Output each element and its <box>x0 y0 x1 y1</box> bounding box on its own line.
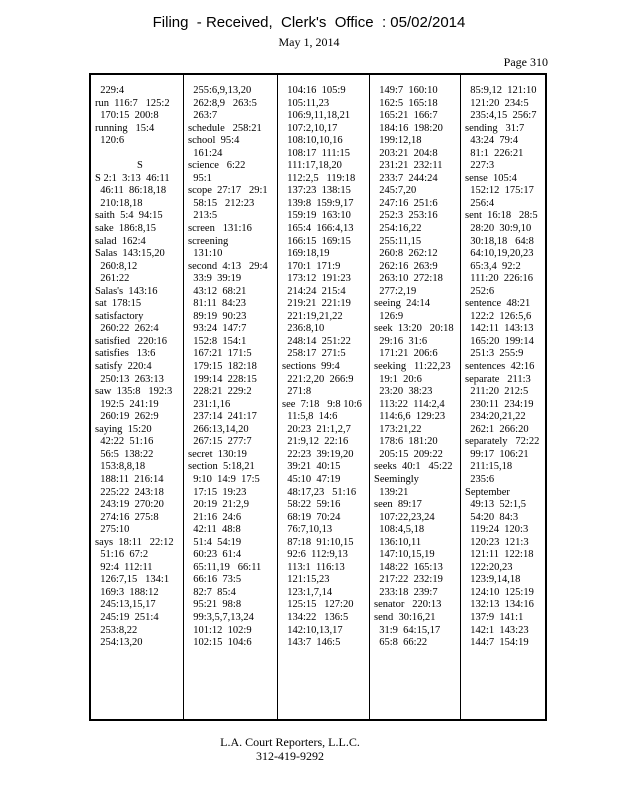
index-entry-line: seek 13:20 20:18 <box>374 323 454 335</box>
index-entry-line: satisfactory <box>95 310 144 322</box>
index-entry-line: 170:15 200:8 <box>95 110 159 122</box>
index-column-4 <box>369 75 460 719</box>
index-entry-line: sat 178:15 <box>95 298 142 310</box>
index-entry-line: science 6:22 <box>188 160 246 172</box>
index-entry-line: 237:14 241:17 <box>188 411 257 423</box>
index-entry-line: 199:14 228:15 <box>188 373 257 385</box>
index-entry-line: 234:20,21,22 <box>465 411 526 423</box>
index-entry-line: 159:19 163:10 <box>282 210 351 222</box>
index-entry-line: 262:16 263:9 <box>374 260 438 272</box>
index-entry-line: sections 99:4 <box>282 361 340 373</box>
page-number: Page 310 <box>503 55 548 69</box>
index-entry-line: 260:22 262:4 <box>95 323 159 335</box>
index-entry-line: separate 211:3 <box>465 373 531 385</box>
index-entry-line: sentence 48:21 <box>465 298 531 310</box>
index-entry-line: 256:4 <box>465 197 495 209</box>
index-entry-line: 260:8 262:12 <box>374 248 438 260</box>
index-entry-line: screen 131:16 <box>188 223 252 235</box>
index-column-1 <box>91 75 183 719</box>
index-entry-line: 33:9 39:19 <box>188 273 242 285</box>
index-entry-line: 143:7 146:5 <box>282 637 341 649</box>
index-entry-line: sending 31:7 <box>465 122 525 134</box>
index-entry-line: 262:1 266:20 <box>465 423 529 435</box>
index-entry-line: saw 135:8 192:3 <box>95 386 173 398</box>
index-entry-line: 139:21 <box>374 486 409 498</box>
index-entry-line: 121:15,23 <box>282 574 330 586</box>
index-column-5 <box>460 75 547 719</box>
footer-company: L.A. Court Reporters, L.L.C. <box>220 735 360 749</box>
index-entry-line: 28:20 30:9,10 <box>465 223 532 235</box>
index-entry-line: 188:11 216:14 <box>95 473 164 485</box>
footer-phone: 312-419-9292 <box>256 749 324 763</box>
index-entry-line: 248:14 251:22 <box>282 335 351 347</box>
index-entry-line: 99:17 106:21 <box>465 448 529 460</box>
index-table <box>89 73 547 721</box>
index-entry-line: 173:12 191:23 <box>282 273 351 285</box>
document-date: May 1, 2014 <box>278 35 340 49</box>
index-entry-line: 245:19 251:4 <box>95 611 159 623</box>
index-entry-line: 166:15 169:15 <box>282 235 351 247</box>
index-entry-line: 211:15,18 <box>465 461 513 473</box>
index-entry-line: 235:6 <box>465 473 495 485</box>
index-entry-line: 169:3 188:12 <box>95 586 159 598</box>
index-entry-line: 121:20 234:5 <box>465 97 529 109</box>
index-entry-line: 228:21 229:2 <box>188 386 252 398</box>
index-entry-line: 108:17 111:15 <box>282 147 351 159</box>
index-entry-line: 20:23 21:1,2,7 <box>282 423 351 435</box>
index-entry-line: 89:19 90:23 <box>188 310 247 322</box>
index-entry-line: 203:21 204:8 <box>374 147 438 159</box>
index-entry-line: 104:16 105:9 <box>282 85 346 96</box>
index-entry-line: 251:3 255:9 <box>465 348 524 360</box>
index-entry-line: Seemingly <box>374 473 419 485</box>
index-entry-line: 111:20 226:16 <box>465 273 534 285</box>
index-entry-line: 11:5,8 14:6 <box>282 411 338 423</box>
index-entry-line: 126:7,15 134:1 <box>95 574 170 586</box>
index-entry-line: 255:11,15 <box>374 235 422 247</box>
index-entry-line: 21:16 24:6 <box>188 511 242 523</box>
index-entry-line: Salas 143:15,20 <box>95 248 165 260</box>
index-entry-line: saith 5:4 94:15 <box>95 210 163 222</box>
index-entry-line: 51:4 54:19 <box>188 536 242 548</box>
index-entry-line: 277:2,19 <box>374 285 417 297</box>
index-entry-line: 108:10,10,16 <box>282 135 343 147</box>
index-entry-line: 263:10 272:18 <box>374 273 443 285</box>
index-entry-line: 153:8,8,18 <box>95 461 146 473</box>
index-entry-line: 92:6 112:9,13 <box>282 549 348 561</box>
index-entry-line: 147:10,15,19 <box>374 549 435 561</box>
index-entry-line: 105:11,23 <box>282 97 330 109</box>
index-entry-line: seen 89:17 <box>374 499 422 511</box>
index-entry-line: 199:12,18 <box>374 135 422 147</box>
index-entry-line: running 15:4 <box>95 122 155 134</box>
index-entry-line: 169:18,19 <box>282 248 330 260</box>
index-entry-line: 229:4 <box>95 85 125 96</box>
index-entry-line: 65:3,4 92:2 <box>465 260 521 272</box>
index-entry-line: 95:21 98:8 <box>188 599 242 611</box>
index-entry-line: 144:7 154:19 <box>465 637 529 649</box>
index-entry-line: satisfy 220:4 <box>95 361 152 373</box>
index-entry-line: 137:9 141:1 <box>465 611 524 623</box>
index-entry-line: 231:1,16 <box>188 398 231 410</box>
index-entry-line: 54:20 84:3 <box>465 511 519 523</box>
index-entry-line: run 116:7 125:2 <box>95 97 170 109</box>
index-entry-line: 171:21 206:6 <box>374 348 438 360</box>
index-entry-line: 30:18,18 64:8 <box>465 235 534 247</box>
index-entry-line: 125:15 127:20 <box>282 599 354 611</box>
index-entry-line: 120:23 121:3 <box>465 536 529 548</box>
index-entry-line: 247:16 251:6 <box>374 197 438 209</box>
index-entry-line: 123:9,14,18 <box>465 574 521 586</box>
index-entry-line: 114:6,6 129:23 <box>374 411 446 423</box>
index-entry-line: 235:4,15 256:7 <box>465 110 537 122</box>
index-entry-line: section 5:18,21 <box>188 461 255 473</box>
index-entry-line: 43:12 68:21 <box>188 285 247 297</box>
index-entry-line: 192:5 241:19 <box>95 398 159 410</box>
index-entry-line: 123:1,7,14 <box>282 586 333 598</box>
index-entry-line: salad 162:4 <box>95 235 146 247</box>
index-entry-line: Salas's 143:16 <box>95 285 158 297</box>
index-entry-line: 108:4,5,18 <box>374 524 425 536</box>
index-entry-line: 76:7,10,13 <box>282 524 333 536</box>
filing-stamp: Filing - Received, Clerk's Office : 05/02/2014 <box>152 14 466 31</box>
index-entry-line: 261:22 <box>95 273 130 285</box>
index-entry-line: 245:13,15,17 <box>95 599 156 611</box>
index-entry-line: 274:16 275:8 <box>95 511 159 523</box>
index-entry-line: 225:22 243:18 <box>95 486 164 498</box>
index-entry-line: 152:8 154:1 <box>188 335 247 347</box>
index-entry-line: 42:11 48:8 <box>188 524 241 536</box>
index-entry-line: 21:9,12 22:16 <box>282 436 349 448</box>
index-entry-line: 221:2,20 266:9 <box>282 373 354 385</box>
index-entry-line: 136:10,11 <box>374 536 422 548</box>
index-entry-line: seeing 24:14 <box>374 298 430 310</box>
index-entry-line: 107:2,10,17 <box>282 122 338 134</box>
index-entry-line: 134:22 136:5 <box>282 611 349 623</box>
index-entry-line: 39:21 40:15 <box>282 461 341 473</box>
index-entry-line: 210:18,18 <box>95 197 143 209</box>
index-entry-line: 258:17 271:5 <box>282 348 346 360</box>
index-entry-line: 51:16 67:2 <box>95 549 149 561</box>
index-entry-line: 233:18 239:7 <box>374 586 438 598</box>
index-entry-line: 173:21,22 <box>374 423 422 435</box>
index-entry-line: 31:9 64:15,17 <box>374 624 441 636</box>
index-entry-line: 142:1 143:23 <box>465 624 529 636</box>
index-entry-line: 113:22 114:2,4 <box>374 398 445 410</box>
index-entry-line: 92:4 112:11 <box>95 561 153 573</box>
index-entry-line: 170:1 171:9 <box>282 260 341 272</box>
index-entry-line: 87:18 91:10,15 <box>282 536 354 548</box>
index-entry-line: 165:21 166:7 <box>374 110 438 122</box>
index-entry-line: 267:15 277:7 <box>188 436 252 448</box>
index-entry-line: 137:23 138:15 <box>282 185 351 197</box>
index-entry-line: 245:7,20 <box>374 185 417 197</box>
index-entry-line: 253:8,22 <box>95 624 138 636</box>
index-entry-line: 149:7 160:10 <box>374 85 438 96</box>
index-entry-line: 65:8 66:22 <box>374 637 428 649</box>
index-entry-line: saying 15:20 <box>95 423 152 435</box>
index-entry-line: 60:23 61:4 <box>188 549 242 561</box>
index-entry-line: 132:13 134:16 <box>465 599 534 611</box>
index-entry-line: 221:19,21,22 <box>282 310 343 322</box>
index-entry-line: screening <box>188 235 229 247</box>
index-entry-line: S 2:1 3:13 46:11 <box>95 172 170 184</box>
index-entry-line: seeking 11:22,23 <box>374 361 451 373</box>
index-column-3 <box>277 75 369 719</box>
index-entry-line: 178:6 181:20 <box>374 436 438 448</box>
index-entry-line: 68:19 70:24 <box>282 511 341 523</box>
index-entry-line: 167:21 171:5 <box>188 348 252 360</box>
index-entry-line: 112:2,5 119:18 <box>282 172 356 184</box>
index-entry-line: 219:21 221:19 <box>282 298 351 310</box>
index-entry-line: 64:10,19,20,23 <box>465 248 534 260</box>
index-entry-line: 93:24 147:7 <box>188 323 247 335</box>
index-entry-line: 214:24 215:4 <box>282 285 346 297</box>
index-entry-line: 82:7 85:4 <box>188 586 236 598</box>
index-entry-line: 262:8,9 263:5 <box>188 97 257 109</box>
index-entry-line: schedule 258:21 <box>188 122 262 134</box>
index-entry-line: 46:11 86:18,18 <box>95 185 167 197</box>
index-entry-line: 271:8 <box>282 386 312 398</box>
index-entry-line: 231:21 232:11 <box>374 160 443 172</box>
index-entry-line: 260:19 262:9 <box>95 411 159 423</box>
index-entry-line: 122:20,23 <box>465 561 513 573</box>
index-entry-line: 217:22 232:19 <box>374 574 443 586</box>
index-entry-line: second 4:13 29:4 <box>188 260 268 272</box>
index-entry-line: sentences 42:16 <box>465 361 535 373</box>
index-entry-line: 102:15 104:6 <box>188 637 252 649</box>
index-entry-line: scope 27:17 29:1 <box>188 185 268 197</box>
index-entry-line: secret 130:19 <box>188 448 247 460</box>
index-entry-line: 148:22 165:13 <box>374 561 443 573</box>
index-entry-line: 121:11 122:18 <box>465 549 534 561</box>
index-entry-line: 101:12 102:9 <box>188 624 252 636</box>
index-entry-line: 205:15 209:22 <box>374 448 443 460</box>
index-entry-line: 58:22 59:16 <box>282 499 341 511</box>
index-entry-line: 9:10 14:9 17:5 <box>188 473 260 485</box>
index-entry-line: 20:19 21:2,9 <box>188 499 249 511</box>
index-entry-line: 120:6 <box>95 135 125 147</box>
index-entry-line: 99:3,5,7,13,24 <box>188 611 254 623</box>
index-entry-line: 165:20 199:14 <box>465 335 534 347</box>
index-entry-line: 111:17,18,20 <box>282 160 342 172</box>
index-entry-line: 95:1 <box>188 172 212 184</box>
index-entry-line: 250:13 263:13 <box>95 373 164 385</box>
index-entry-line: 22:23 39:19,20 <box>282 448 354 460</box>
index-entry-line: 66:16 73:5 <box>188 574 242 586</box>
index-entry-line: 255:6,9,13,20 <box>188 85 252 96</box>
index-entry-line: 275:10 <box>95 524 130 536</box>
index-entry-line: 179:15 182:18 <box>188 361 257 373</box>
index-entry-line: says 18:11 22:12 <box>95 536 174 548</box>
index-entry-line: satisfies 13:6 <box>95 348 156 360</box>
index-entry-line: 184:16 198:20 <box>374 122 443 134</box>
index-entry-line: S <box>95 160 143 172</box>
index-entry-line: 85:9,12 121:10 <box>465 85 537 96</box>
index-entry-line: 19:1 20:6 <box>374 373 422 385</box>
index-entry-line: see 7:18 9:8 10:6 <box>282 398 362 410</box>
index-entry-line: 252:6 <box>465 285 495 297</box>
index-entry-line: 124:10 125:19 <box>465 586 534 598</box>
index-entry-line: 113:1 116:13 <box>282 561 345 573</box>
index-entry-line: 29:16 31:6 <box>374 335 428 347</box>
index-entry-line: 119:24 120:3 <box>465 524 529 536</box>
index-entry-line: 236:8,10 <box>282 323 325 335</box>
index-entry-line: 233:7 244:24 <box>374 172 438 184</box>
index-entry-line: 23:20 38:23 <box>374 386 433 398</box>
index-entry-line: 263:7 <box>188 110 218 122</box>
index-entry-line: sense 105:4 <box>465 172 517 184</box>
index-entry-line: 266:13,14,20 <box>188 423 249 435</box>
index-entry-line: school 95:4 <box>188 135 240 147</box>
index-entry-line: 106:9,11,18,21 <box>282 110 351 122</box>
index-entry-line: 252:3 253:16 <box>374 210 438 222</box>
index-entry-line: 48:17,23 51:16 <box>282 486 357 498</box>
index-entry-line: 211:20 212:5 <box>465 386 529 398</box>
index-entry-line: 107:22,23,24 <box>374 511 435 523</box>
index-entry-line: 260:8,12 <box>95 260 138 272</box>
index-entry-line: sent 16:18 28:5 <box>465 210 538 222</box>
index-entry-line: 142:11 143:13 <box>465 323 534 335</box>
index-entry-line: 139:8 159:9,17 <box>282 197 354 209</box>
index-entry-line: 131:10 <box>188 248 223 260</box>
index-entry-line: seeks 40:1 45:22 <box>374 461 453 473</box>
index-column-2 <box>183 75 277 719</box>
index-entry-line: 58:15 212:23 <box>188 197 255 209</box>
index-entry-line: sake 186:8,15 <box>95 223 156 235</box>
index-entry-line: 243:19 270:20 <box>95 499 164 511</box>
index-entry-line: 126:9 <box>374 310 404 322</box>
index-entry-line: 213:5 <box>188 210 218 222</box>
index-entry-line: 42:22 51:16 <box>95 436 154 448</box>
index-entry-line: 122:2 126:5,6 <box>465 310 532 322</box>
index-entry-line: 81:11 84:23 <box>188 298 246 310</box>
index-entry-line: satisfied 220:16 <box>95 335 168 347</box>
index-entry-line: 49:13 52:1,5 <box>465 499 526 511</box>
index-entry-line: separately 72:22 <box>465 436 540 448</box>
index-entry-line: 230:11 234:19 <box>465 398 534 410</box>
index-entry-line: 162:5 165:18 <box>374 97 438 109</box>
index-entry-line: 17:15 19:23 <box>188 486 247 498</box>
index-entry-line: send 30:16,21 <box>374 611 436 623</box>
index-entry-line: 45:10 47:19 <box>282 473 341 485</box>
index-entry-line: 254:13,20 <box>95 637 143 649</box>
index-entry-line: 56:5 138:22 <box>95 448 154 460</box>
index-entry-line <box>95 148 183 161</box>
index-entry-line: 43:24 79:4 <box>465 135 519 147</box>
index-entry-line: 81:1 226:21 <box>465 147 524 159</box>
index-entry-line: 152:12 175:17 <box>465 185 534 197</box>
index-entry-line: senator 220:13 <box>374 599 442 611</box>
index-entry-line: 142:10,13,17 <box>282 624 343 636</box>
index-entry-line: 161:24 <box>188 147 223 159</box>
index-entry-line: 254:16,22 <box>374 223 422 235</box>
index-entry-line: 227:3 <box>465 160 495 172</box>
index-entry-line: September <box>465 486 510 498</box>
index-entry-line: 65:11,19 66:11 <box>188 561 262 573</box>
index-entry-line: 165:4 166:4,13 <box>282 223 354 235</box>
